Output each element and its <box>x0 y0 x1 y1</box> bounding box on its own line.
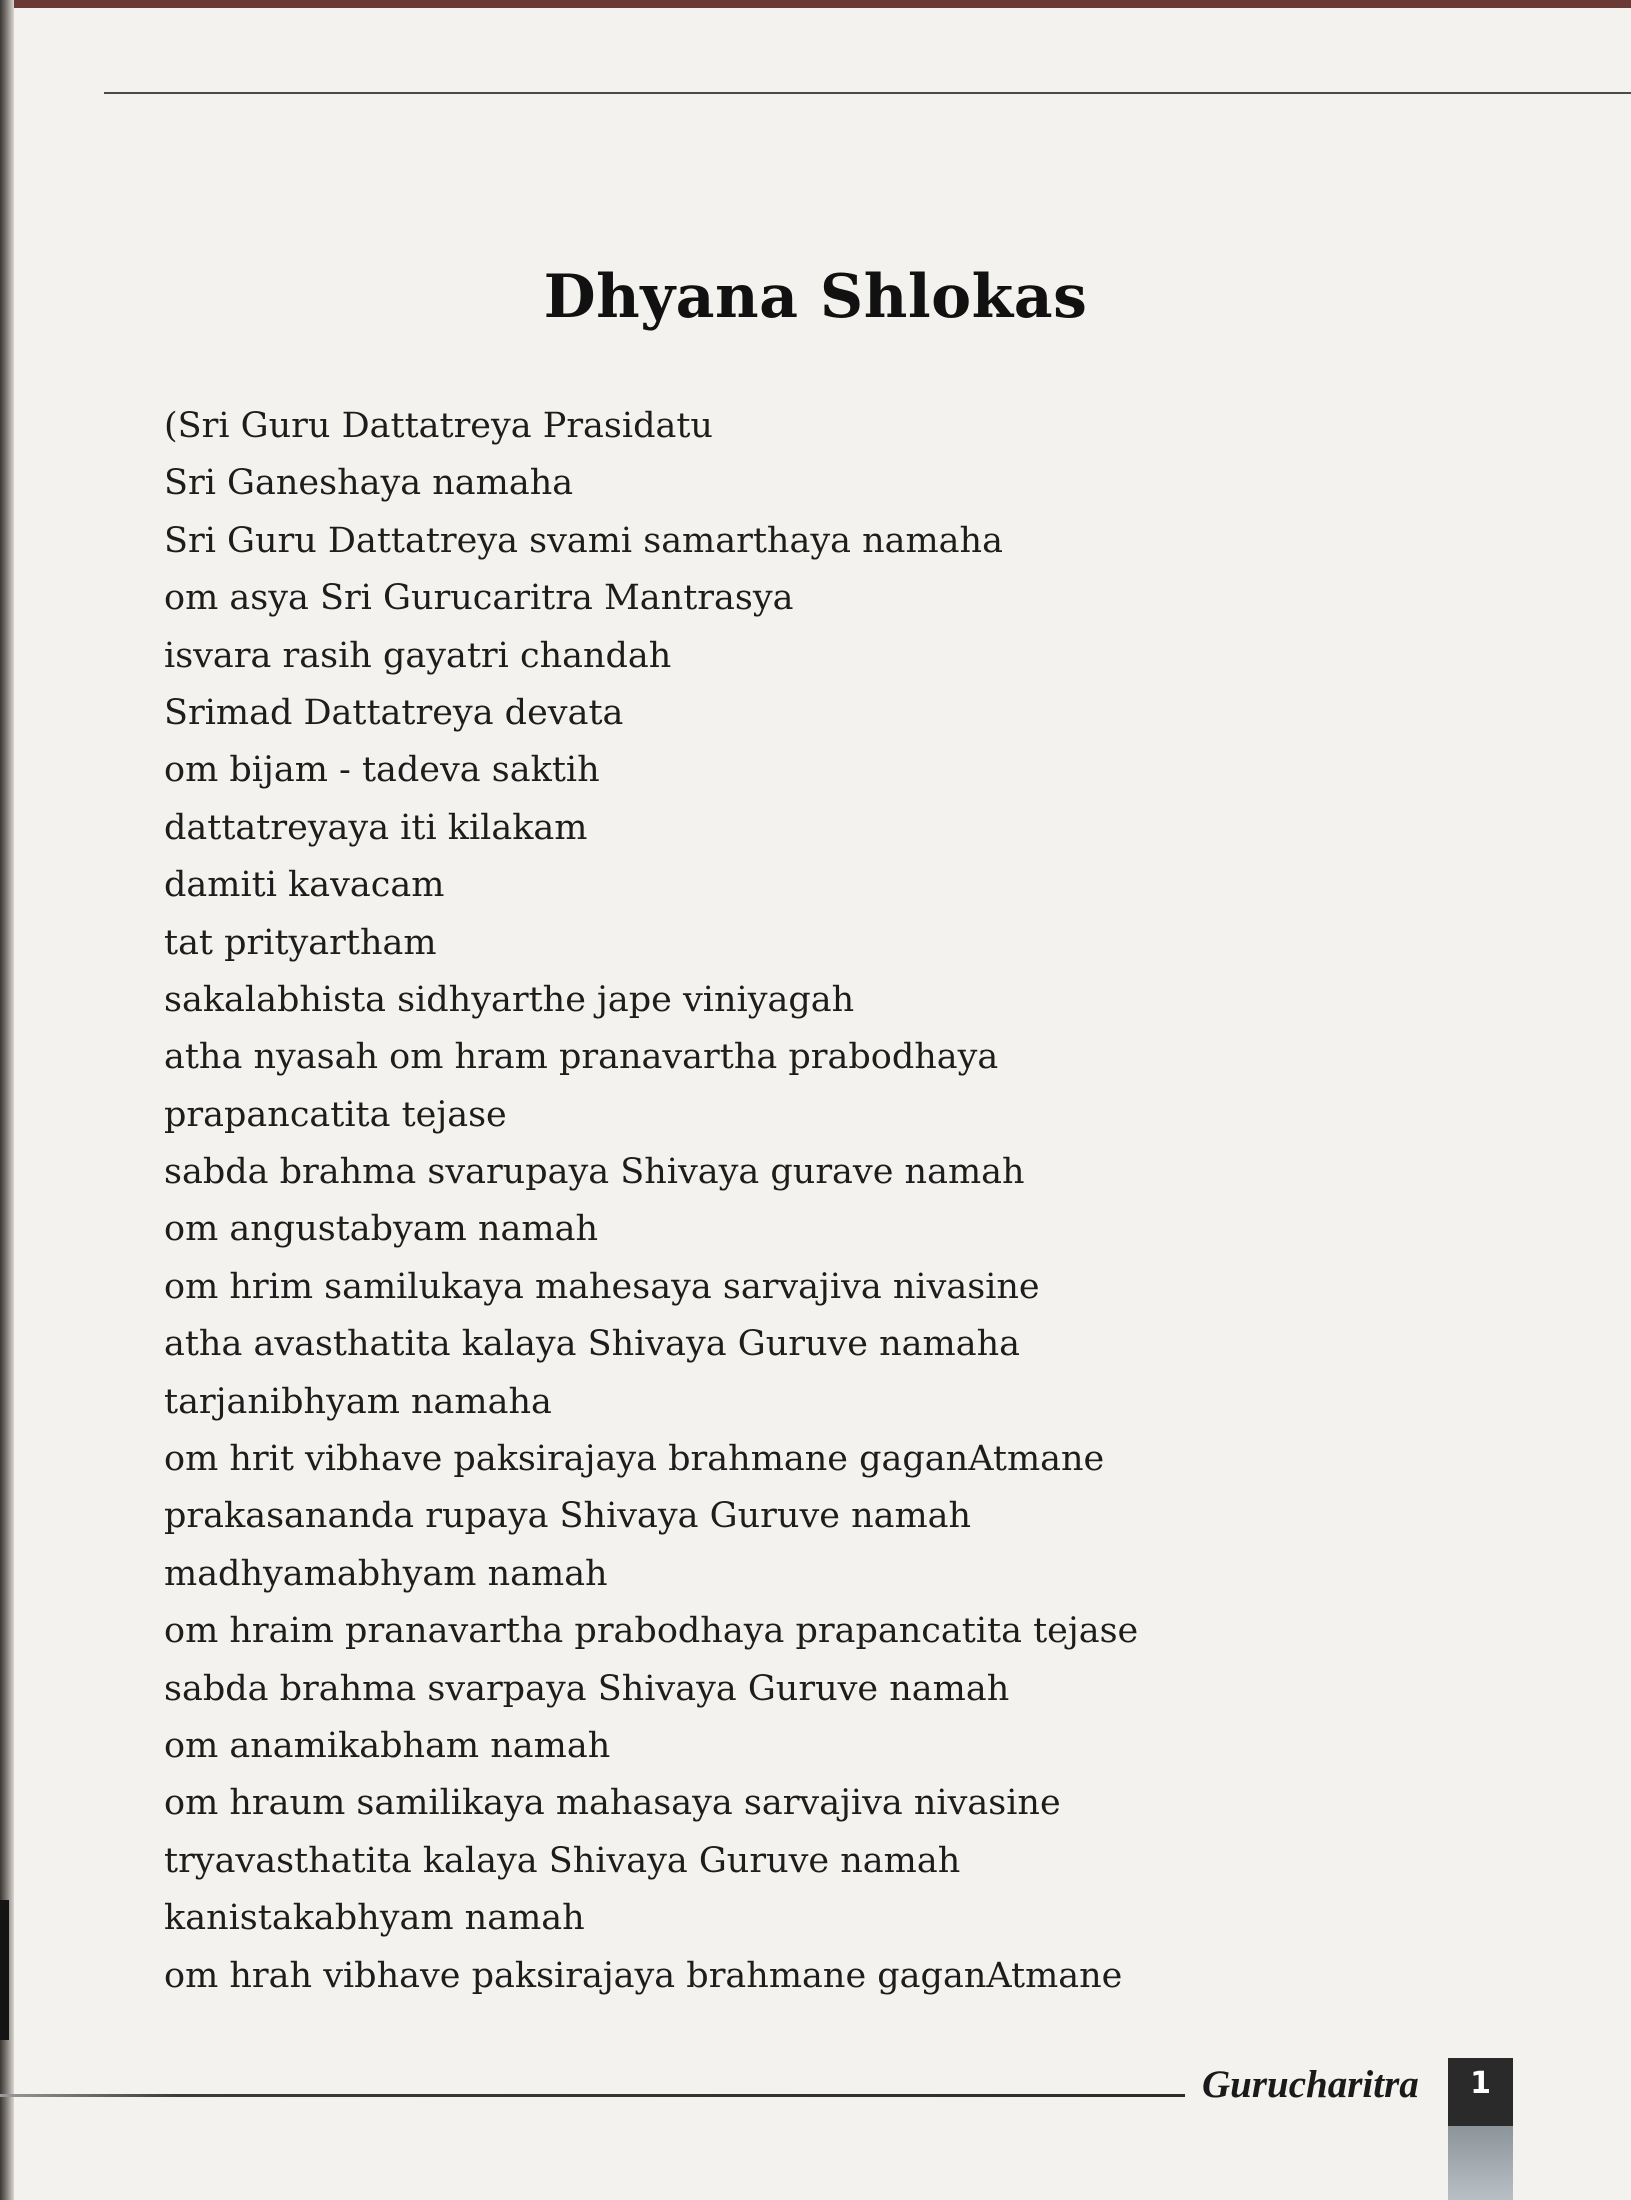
verse-line: om hrit vibhave paksirajaya brahmane gaganAtmane <box>164 1439 1105 1480</box>
verse-line: om hraim pranavartha prabodhaya prapancatita tejase <box>164 1611 1139 1652</box>
verse-line: prapancatita tejase <box>164 1094 507 1135</box>
verse-line: isvara rasih gayatri chandah <box>164 635 672 676</box>
verse-line: om asya Sri Gurucaritra Mantrasya <box>164 578 794 619</box>
footer-rule <box>0 2094 1185 2097</box>
page-top-edge <box>0 0 1631 8</box>
verse-line: prakasananda rupaya Shivaya Guruve namah <box>164 1496 972 1537</box>
verse-line: om hrim samilukaya mahesaya sarvajiva nivasine <box>164 1266 1040 1307</box>
page-number-badge <box>1448 2058 1513 2200</box>
verse-line: atha avasthatita kalaya Shivaya Guruve namaha <box>164 1324 1020 1365</box>
verse-line: tarjanibhyam namaha <box>164 1381 552 1422</box>
verse-line: (Sri Guru Dattatreya Prasidatu <box>164 406 713 446</box>
verse-line: Sri Ganeshaya namaha <box>164 463 574 504</box>
verse-line: kanistakabhyam namah <box>164 1898 585 1939</box>
verse-line: atha nyasah om hram pranavartha prabodhaya <box>164 1037 999 1078</box>
binding-shadow <box>0 1900 9 2040</box>
verse-line: om hrah vibhave paksirajaya brahmane gaganAtmane <box>164 1955 1123 1996</box>
verse-line: sabda brahma svarpaya Shivaya Guruve namah <box>164 1668 1010 1709</box>
verse-line: om angustabyam namah <box>164 1209 598 1250</box>
verse-line: sakalabhista sidhyarthe jape viniyagah <box>164 979 855 1020</box>
verse-line: om hraum samilikaya mahasaya sarvajiva nivasine <box>164 1783 1061 1824</box>
footer-book-title: Gurucharitra <box>1202 2063 1419 2106</box>
page-title: Dhyana Shlokas <box>543 262 1088 332</box>
verse-line: om anamikabham namah <box>164 1725 611 1766</box>
verse-line: tryavasthatita kalaya Shivaya Guruve namah <box>164 1840 961 1881</box>
verse-line: tat prityartham <box>164 922 437 963</box>
verse-line: madhyamabhyam namah <box>164 1553 608 1594</box>
verse-line: om bijam - tadeva saktih <box>164 750 600 791</box>
verse-lines <box>164 398 1138 2005</box>
verse-line: sabda brahma svarupaya Shivaya gurave namah <box>164 1152 1025 1193</box>
verse-line: Srimad Dattatreya devata <box>164 692 624 733</box>
verse-line: dattatreyaya iti kilakam <box>164 807 588 848</box>
header-rule <box>104 92 1631 94</box>
page-number: 1 <box>1470 2066 1491 2101</box>
verse-line: damiti kavacam <box>164 865 445 906</box>
verse-line: Sri Guru Dattatreya svami samarthaya namaha <box>164 520 1003 561</box>
